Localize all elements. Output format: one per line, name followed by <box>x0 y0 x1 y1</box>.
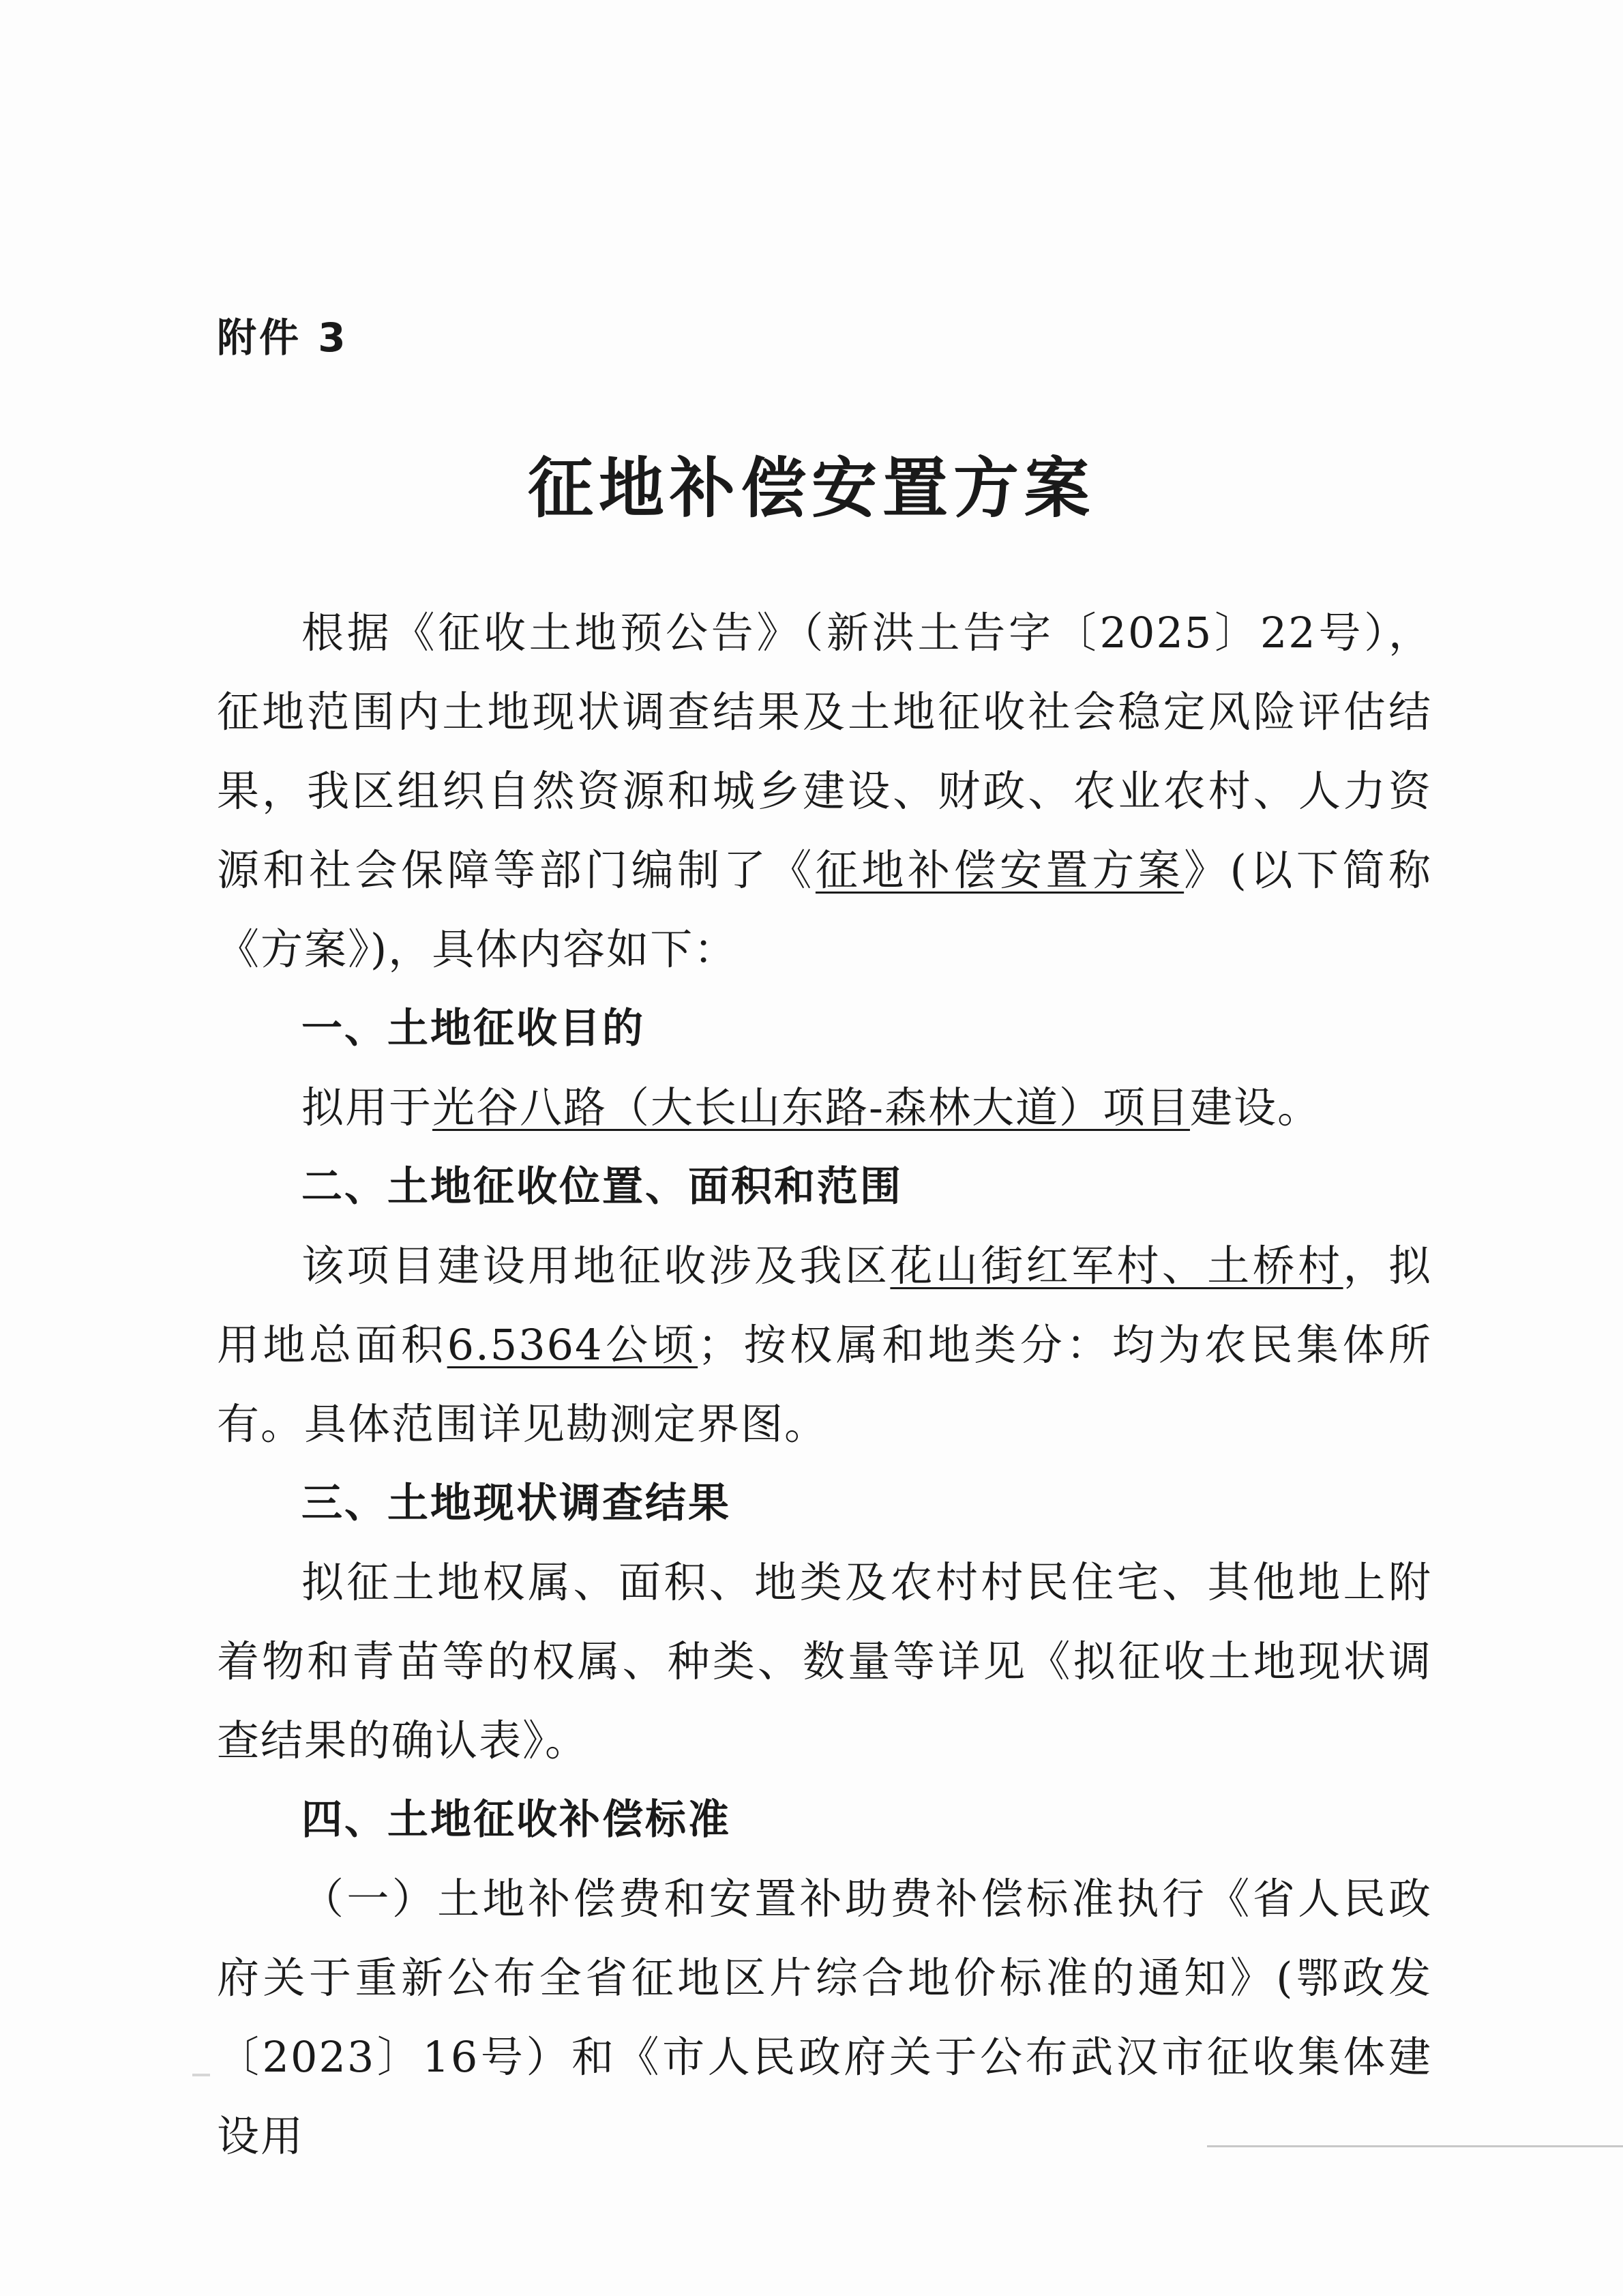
village-names-underlined: 花山街红军村、土桥村 <box>890 1241 1343 1291</box>
scan-edge-line <box>1207 2145 1623 2147</box>
document-title: 征地补偿安置方案 <box>528 450 1095 527</box>
section-2-paragraph <box>217 1226 1432 1464</box>
section-1-heading: 一、土地征收目的 <box>301 1005 645 1053</box>
section-3-heading: 三、土地现状调查结果 <box>301 1480 731 1527</box>
intro-text-2: 》(以下简称《方案》)，具体内容如下： <box>217 845 1432 974</box>
intro-text-1: 根据《征收土地预公告》（新洪土告字〔2025〕22号），征地范围内土地现状调查结果及土地征收社会稳定风险评估结果，我区组织自然资源和城乡建设、财政、农业农村、人力资源和社会保障等部门编制了《 <box>217 608 1432 895</box>
section-3-paragraph: 拟征土地权属、面积、地类及农村村民住宅、其他地上附着物和青苗等的权属、种类、数量等详见《拟征收土地现状调查结果的确认表》。 <box>217 1557 1432 1765</box>
section-2-text-2: ，拟用地总面积 <box>217 1241 1432 1370</box>
section-4-heading: 四、土地征收补偿标准 <box>301 1796 731 1844</box>
intro-paragraph <box>217 593 1432 989</box>
section-1-text-2: 建设。 <box>1189 1083 1321 1132</box>
document-body <box>217 593 1432 2176</box>
attachment-label: 附件 3 <box>217 314 348 361</box>
plan-name-underlined: 征地补偿安置方案 <box>815 845 1185 895</box>
area-value-underlined: 6.5364公顷 <box>447 1320 698 1370</box>
section-2-text-1: 该项目建设用地征收涉及我区 <box>301 1241 891 1291</box>
section-1-paragraph <box>217 1068 1432 1147</box>
section-1-text-1: 拟用于 <box>301 1083 433 1132</box>
project-name-underlined: 光谷八路（大长山东路-森林大道）项目 <box>432 1083 1190 1132</box>
section-4-paragraph: （一）土地补偿费和安置补助费补偿标准执行《省人民政府关于重新公布全省征地区片综合地价标准的通知》(鄂政发〔2023〕16号）和《市人民政府关于公布武汉市征收集体建设用 <box>217 1874 1432 2161</box>
section-2-text-3: ；按权属和地类分：均为农民集体所有。具体范围详见勘测定界图。 <box>217 1320 1432 1449</box>
section-2-heading: 二、土地征收位置、面积和范围 <box>301 1163 903 1211</box>
scan-mark <box>192 2074 210 2076</box>
